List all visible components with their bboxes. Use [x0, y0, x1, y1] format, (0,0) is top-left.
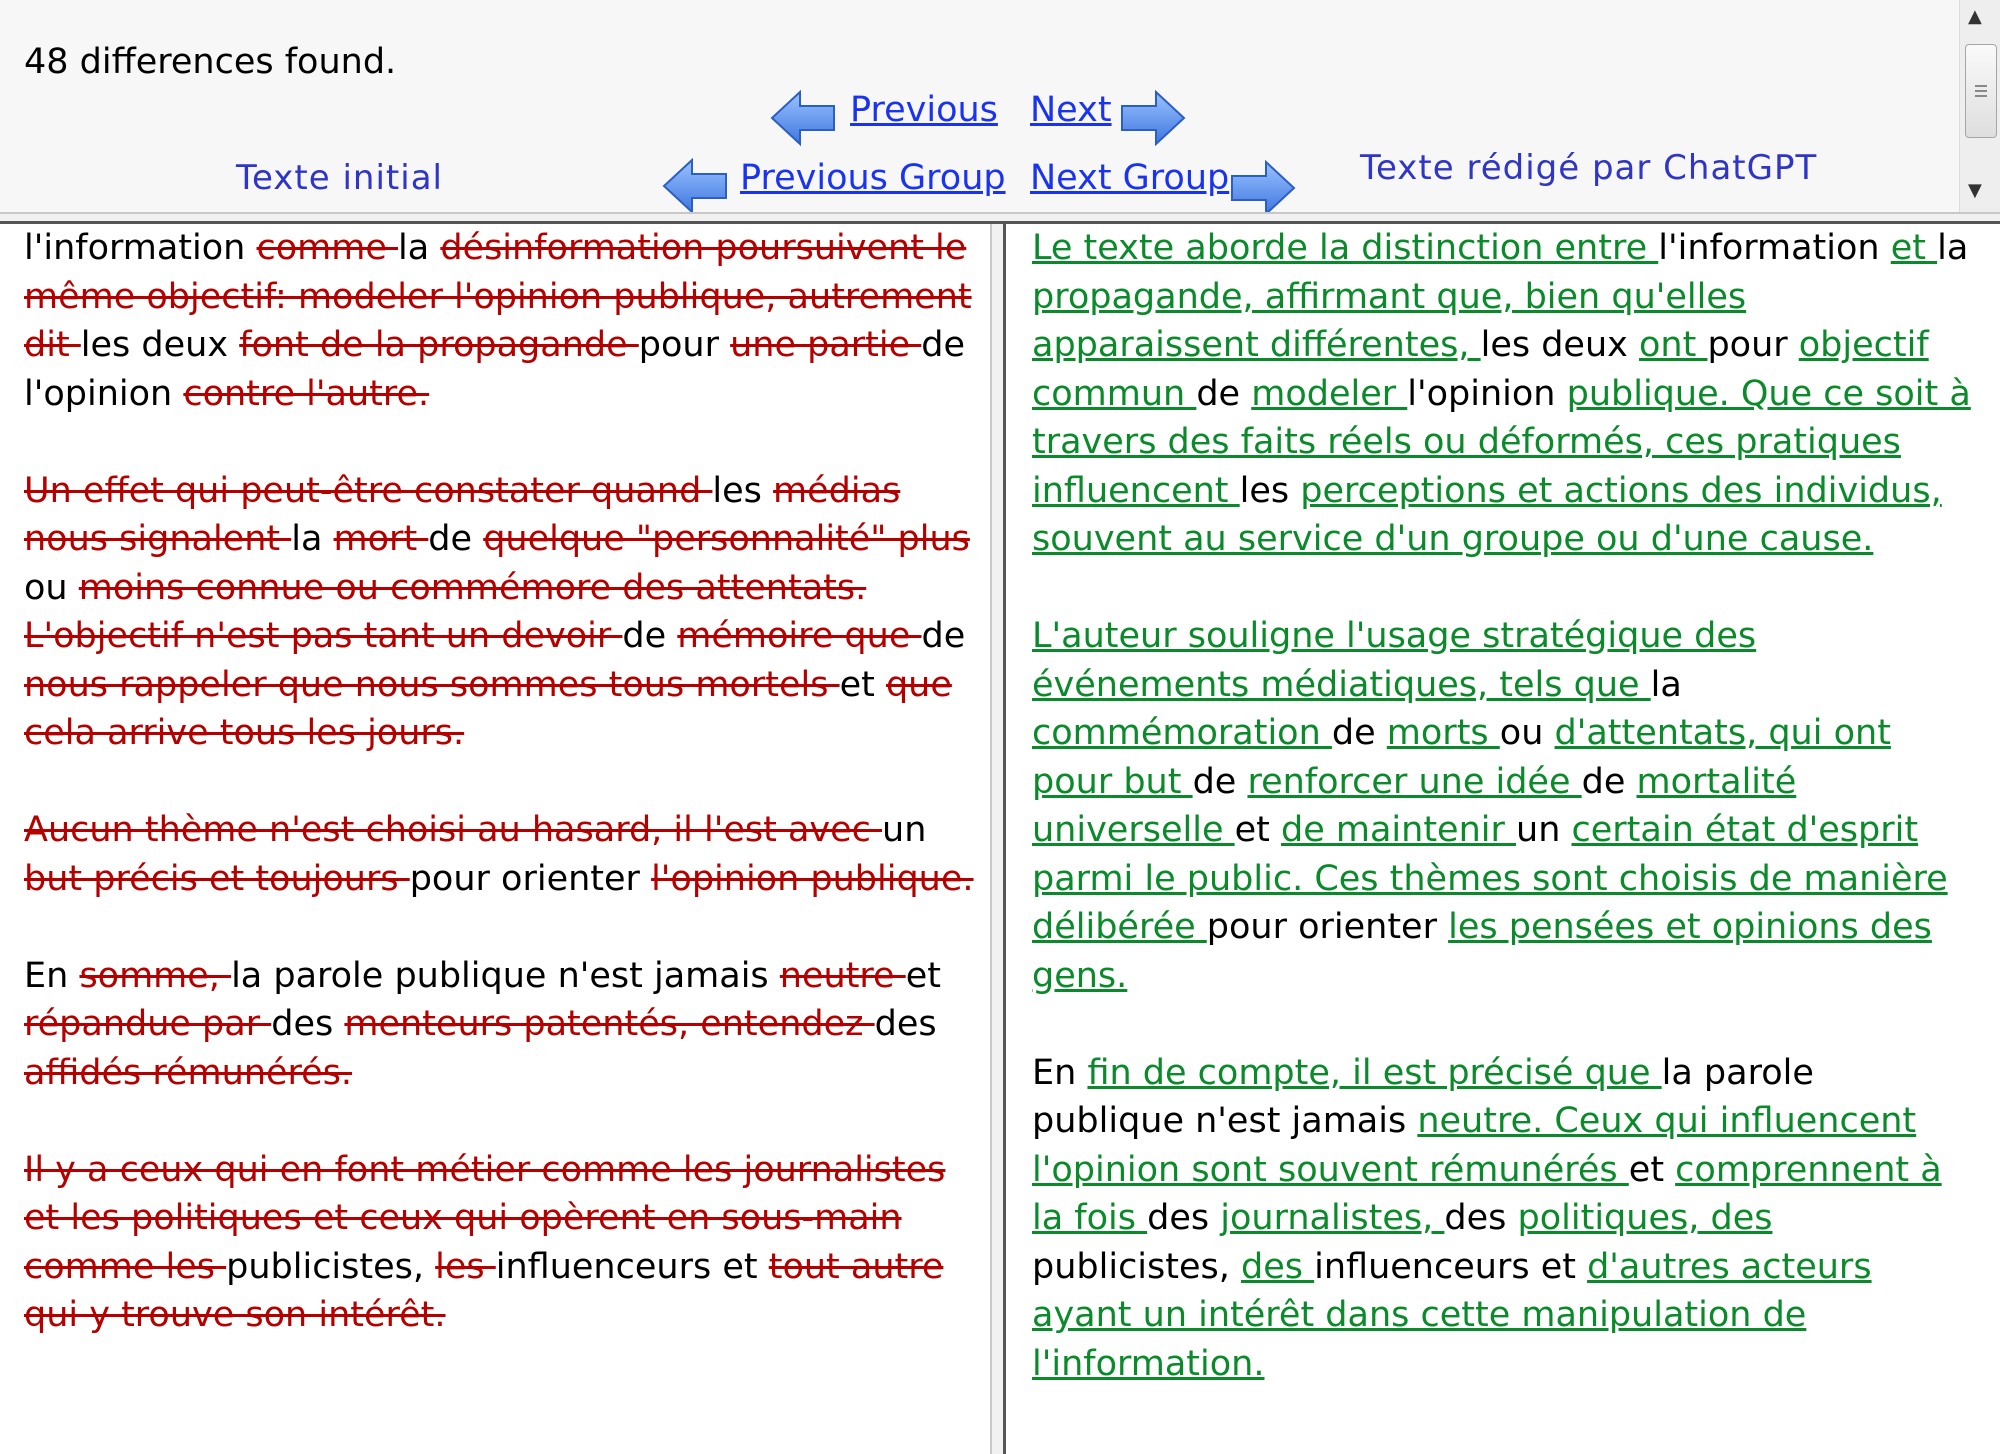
unchanged-text: influenceurs et: [1314, 1246, 1588, 1287]
unchanged-text: les: [1239, 470, 1301, 511]
next-arrow-icon[interactable]: [1120, 90, 1186, 146]
unchanged-text: des: [271, 1004, 345, 1044]
unchanged-text: et: [1628, 1149, 1676, 1190]
unchanged-text: pour orienter: [1206, 907, 1449, 947]
deleted-text: moins connue ou commémore des attentats. L'objectif n'est pas tant un devoir: [24, 567, 867, 656]
unchanged-text: un: [882, 810, 927, 850]
inserted-text: publique. Que ce soit à travers des faits réels ou déformés, ces pratiques influencent: [1032, 373, 1971, 511]
diff-paragraph: [24, 224, 984, 418]
inserted-text: morts: [1386, 713, 1500, 753]
previous-link[interactable]: Previous: [850, 90, 998, 130]
unchanged-text: et: [905, 955, 941, 996]
inserted-text: et: [1890, 228, 1938, 268]
unchanged-text: influenceurs et: [495, 1246, 769, 1287]
inserted-text: neutre. Ceux qui influencent l'opinion sont souvent rémunérés: [1032, 1101, 1917, 1190]
inserted-text: certain état d'esprit parmi le public. Ces thèmes sont choisis de manière délibérée: [1032, 810, 1948, 947]
diff-paragraph: [1032, 224, 1972, 564]
inserted-text: mortalité universelle: [1032, 761, 1797, 850]
deleted-text: Il y a ceux qui en font métier comme les journalistes et les politiques et ceux qui opèrent en sous-main comme les: [24, 1149, 946, 1287]
unchanged-text: et: [839, 664, 886, 705]
right-pane-title: Texte rédigé par ChatGPT: [1360, 148, 1818, 188]
deleted-text: que cela arrive tous les jours.: [24, 664, 952, 753]
unchanged-text: l'information: [24, 228, 257, 268]
inserted-text: modeler: [1251, 373, 1408, 414]
difference-count: 48 differences found.: [24, 42, 397, 82]
unchanged-text: de: [428, 519, 484, 559]
deleted-text: l'opinion publique.: [651, 858, 974, 899]
inserted-text: perceptions et actions des individus, souvent au service d'un groupe ou d'une cause.: [1032, 470, 1942, 559]
unchanged-text: les: [712, 470, 774, 511]
unchanged-text: des: [1444, 1198, 1518, 1238]
scroll-thumb[interactable]: [1965, 44, 1997, 138]
deleted-text: somme,: [79, 955, 232, 996]
previous-arrow-icon[interactable]: [770, 90, 836, 146]
original-text-pane[interactable]: [24, 224, 984, 1454]
unchanged-text: En: [24, 955, 80, 996]
deleted-text: désinformation poursuivent le même objectif: modeler l'opinion publique, autrement dit: [24, 228, 972, 365]
next-link[interactable]: Next: [1030, 90, 1112, 130]
unchanged-text: de: [921, 616, 966, 656]
inserted-text: fin de compte, il est précisé que: [1087, 1052, 1662, 1093]
unchanged-text: de: [622, 616, 678, 656]
deleted-text: contre l'autre.: [183, 373, 430, 414]
unchanged-text: l'opinion: [1407, 373, 1567, 414]
deleted-text: Aucun thème n'est choisi au hasard, il l'est avec: [24, 810, 883, 850]
inserted-text: Le texte aborde la distinction entre: [1032, 228, 1659, 268]
unchanged-text: de: [1196, 373, 1252, 414]
inserted-text: de maintenir: [1281, 810, 1517, 850]
inserted-text: objectif commun: [1032, 325, 1929, 414]
inserted-text: les pensées et opinions des gens.: [1032, 907, 1932, 996]
deleted-text: tout autre qui y trouve son intérêt.: [24, 1246, 944, 1335]
inserted-text: comprennent à la fois: [1032, 1149, 1942, 1238]
deleted-text: comme: [256, 228, 398, 268]
deleted-text: mémoire que: [677, 616, 922, 656]
inserted-text: d'autres acteurs ayant un intérêt dans cette manipulation de l'information.: [1032, 1246, 1872, 1384]
unchanged-text: la: [1650, 664, 1682, 705]
diff-paragraph: [24, 952, 984, 1098]
horizontal-splitter[interactable]: [0, 212, 2000, 224]
unchanged-text: ou: [1499, 713, 1555, 753]
deleted-text: mort: [333, 519, 429, 559]
deleted-text: les: [435, 1246, 496, 1287]
deleted-text: affidés rémunérés.: [24, 1052, 353, 1093]
unchanged-text: ou: [24, 567, 79, 608]
inserted-text: d'attentats, qui ont pour but: [1032, 713, 1891, 802]
diff-paragraph: [24, 1146, 984, 1340]
unchanged-text: publicistes,: [1032, 1246, 1242, 1287]
left-pane-title: Texte initial: [236, 158, 443, 198]
deleted-text: menteurs patentés, entendez: [344, 1004, 875, 1044]
diff-paragraph: [1032, 1049, 1972, 1389]
unchanged-text: En: [1032, 1052, 1088, 1093]
deleted-text: quelque "personnalité" plus: [483, 519, 970, 559]
deleted-text: une partie: [730, 325, 922, 365]
unchanged-text: les deux: [80, 325, 240, 365]
inserted-text: politiques, des: [1517, 1198, 1773, 1238]
inserted-text: des: [1241, 1246, 1315, 1287]
unchanged-text: de l'opinion: [24, 325, 966, 414]
unchanged-text: pour: [1707, 325, 1799, 365]
unchanged-text: la: [398, 228, 441, 268]
diff-paragraph: [24, 467, 984, 758]
deleted-text: but précis et toujours: [24, 858, 410, 899]
unchanged-text: et: [1234, 810, 1281, 850]
unchanged-text: les deux: [1480, 325, 1639, 365]
unchanged-text: la parole publique n'est jamais: [1032, 1052, 1814, 1141]
inserted-text: renforcer une idée: [1247, 761, 1582, 802]
unchanged-text: de: [1331, 713, 1387, 753]
deleted-text: Un effet qui peut-être constater quand: [24, 470, 713, 511]
previous-group-link[interactable]: Previous Group: [740, 158, 1006, 198]
deleted-text: médias nous signalent: [24, 470, 901, 559]
unchanged-text: pour orienter: [409, 858, 652, 899]
unchanged-text: des: [874, 1004, 937, 1044]
diff-paragraph: [24, 806, 984, 903]
grip-icon: [1975, 85, 1987, 87]
next-group-link[interactable]: Next Group: [1030, 158, 1230, 198]
unchanged-text: un: [1516, 810, 1572, 850]
unchanged-text: la: [1937, 228, 1969, 268]
unchanged-text: des: [1147, 1198, 1221, 1238]
deleted-text: neutre: [779, 955, 906, 996]
vertical-splitter[interactable]: [990, 224, 1006, 1454]
diff-paragraph: [1032, 612, 1972, 1000]
inserted-text: ont: [1638, 325, 1708, 365]
inserted-text: commémoration: [1032, 713, 1332, 753]
inserted-text: journalistes,: [1220, 1198, 1445, 1238]
unchanged-text: publicistes,: [226, 1246, 436, 1287]
previous-group-arrow-icon[interactable]: [662, 158, 728, 214]
diff-toolbar: [0, 0, 2000, 212]
unchanged-text: de: [1192, 761, 1248, 802]
header-scrollbar[interactable]: [1959, 0, 2000, 212]
inserted-text: propagande, affirmant que, bien qu'elles apparaissent différentes,: [1032, 276, 1747, 365]
deleted-text: répandue par: [24, 1004, 272, 1044]
unchanged-text: pour: [638, 325, 731, 365]
deleted-text: font de la propagande: [239, 325, 639, 365]
unchanged-text: l'information: [1658, 228, 1891, 268]
scroll-up-icon[interactable]: ▲: [1968, 6, 1982, 27]
unchanged-text: de: [1581, 761, 1637, 802]
unchanged-text: la parole publique n'est jamais: [231, 955, 780, 996]
scroll-down-icon[interactable]: ▼: [1968, 180, 1982, 201]
unchanged-text: la: [291, 519, 334, 559]
chatgpt-text-pane[interactable]: [1032, 224, 1972, 1454]
deleted-text: nous rappeler que nous sommes tous mortels: [24, 664, 840, 705]
inserted-text: L'auteur souligne l'usage stratégique des événements médiatiques, tels que: [1032, 616, 1757, 705]
next-group-arrow-icon[interactable]: [1230, 160, 1296, 216]
